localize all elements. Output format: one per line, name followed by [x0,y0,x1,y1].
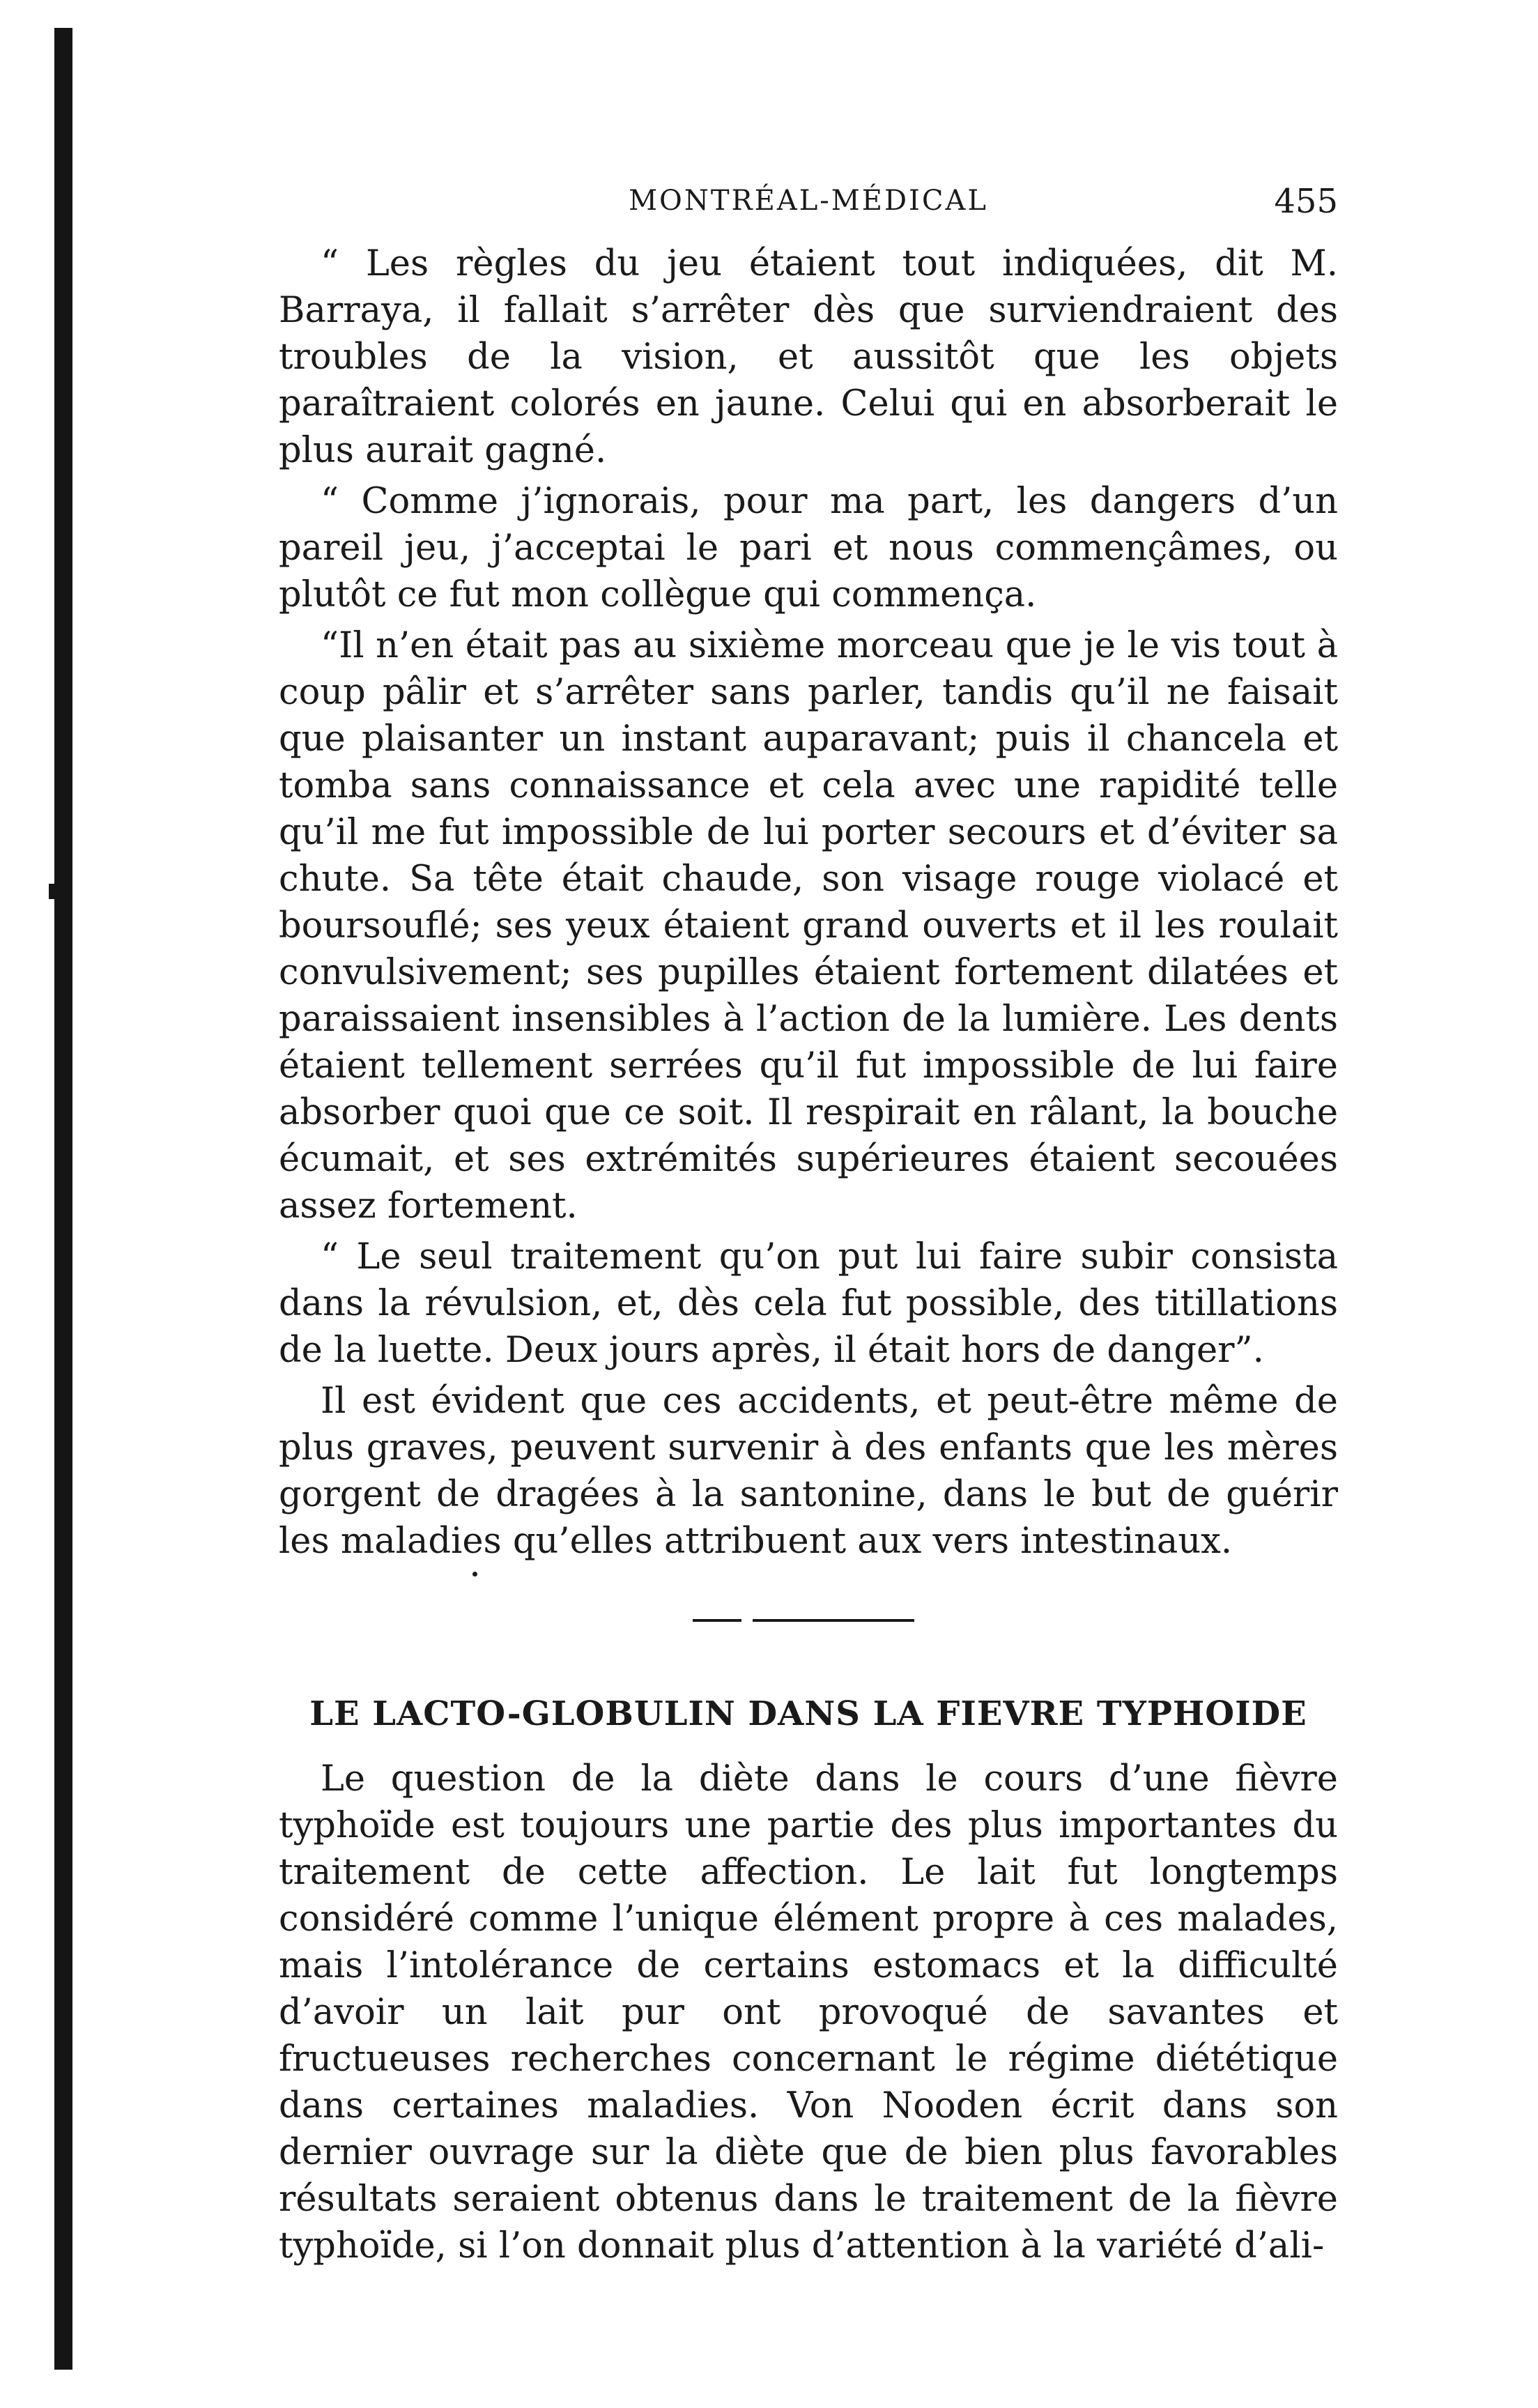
paragraph-rules-of-game: “ Les règles du jeu étaient tout indiquées, dit M. Barraya, il fallait s’arrêter dès que surviendraient des troubles de la vision, et aussitôt que les objets paraîtraient colorés en jaune. Celui qui en absorberait le plus aurait gagné. [279,243,1338,471]
running-header [279,178,1338,240]
document-page [279,178,1338,2273]
scan-binding-mark [49,884,56,899]
journal-title: MONTRÉAL-MÉDICAL [629,185,988,217]
divider-rule-short [693,1619,741,1622]
paragraph-accepted-bet: “ Comme j’ignorais, pour ma part, les dangers d’un pareil jeu, j’acceptai le pari et nous commençâmes, ou plutôt ce fut mon collègue qui commença. [279,481,1338,615]
page-number: 455 [1274,182,1338,221]
section-divider [279,1569,1338,1694]
paragraph-treatment: “ Le seul traitement qu’on put lui faire subir consista dans la révulsion, et, dès cela fut possible, des titillations de la luette. Deux jours après, il était hors de danger”. [279,1236,1338,1371]
section-heading: LE LACTO-GLOBULIN DANS LA FIEVRE TYPHOIDE [309,1694,1307,1733]
divider-rule-long [753,1619,914,1622]
scan-binding-edge [54,28,72,2370]
paragraph-lacto-globulin: Le question de la diète dans le cours d’une fièvre typhoïde est toujours une partie des plus importantes du traitement de cette affection. Le lait fut longtemps considéré comme l’unique élément propre à ces malades, mais l’intolérance de certains estomacs et la difficulté d’avoir un lait pur ont provoqué de savantes et fructueuses recherches concernant le régime diététique dans certaines maladies. Von Nooden écrit dans son dernier ouvrage sur la diète que de bien plus favorables résultats seraient obtenus dans le traitement de la fièvre typhoïde, si l’on donnait plus d’attention à la variété d’ali- [279,1758,1338,2267]
paragraph-symptoms: “Il n’en était pas au sixième morceau que je le vis tout à coup pâlir et s’arrêter sans parler, tandis qu’il ne faisait que plaisanter un instant auparavant; puis il chancela et tomba sans connaissance et cela avec une rapidité telle qu’il me fut impossible de lui porter secours et d’éviter sa chute. Sa tête était chaude, son visage rouge violacé et boursouflé; ses yeux étaient grand ouverts et il les roulait convulsivement; ses pupilles étaient fortement dilatées et paraissaient insensibles à l’action de la lumière. Les dents étaient tellement serrées qu’il fut impossible de lui faire absorber quoi que ce soit. Il respirait en râlant, la bouche écumait, et ses extrémités supérieures étaient secouées assez fortement. [279,625,1338,1227]
paragraph-conclusion: Il est évident que ces accidents, et peut-être même de plus graves, peuvent survenir à des enfants que les mères gorgent de dragées à la santonine, dans le but de guérir les maladies qu’elles attribuent aux vers intestinaux. [279,1381,1338,1562]
article-body [279,240,1338,1565]
ink-speck [472,1572,477,1577]
